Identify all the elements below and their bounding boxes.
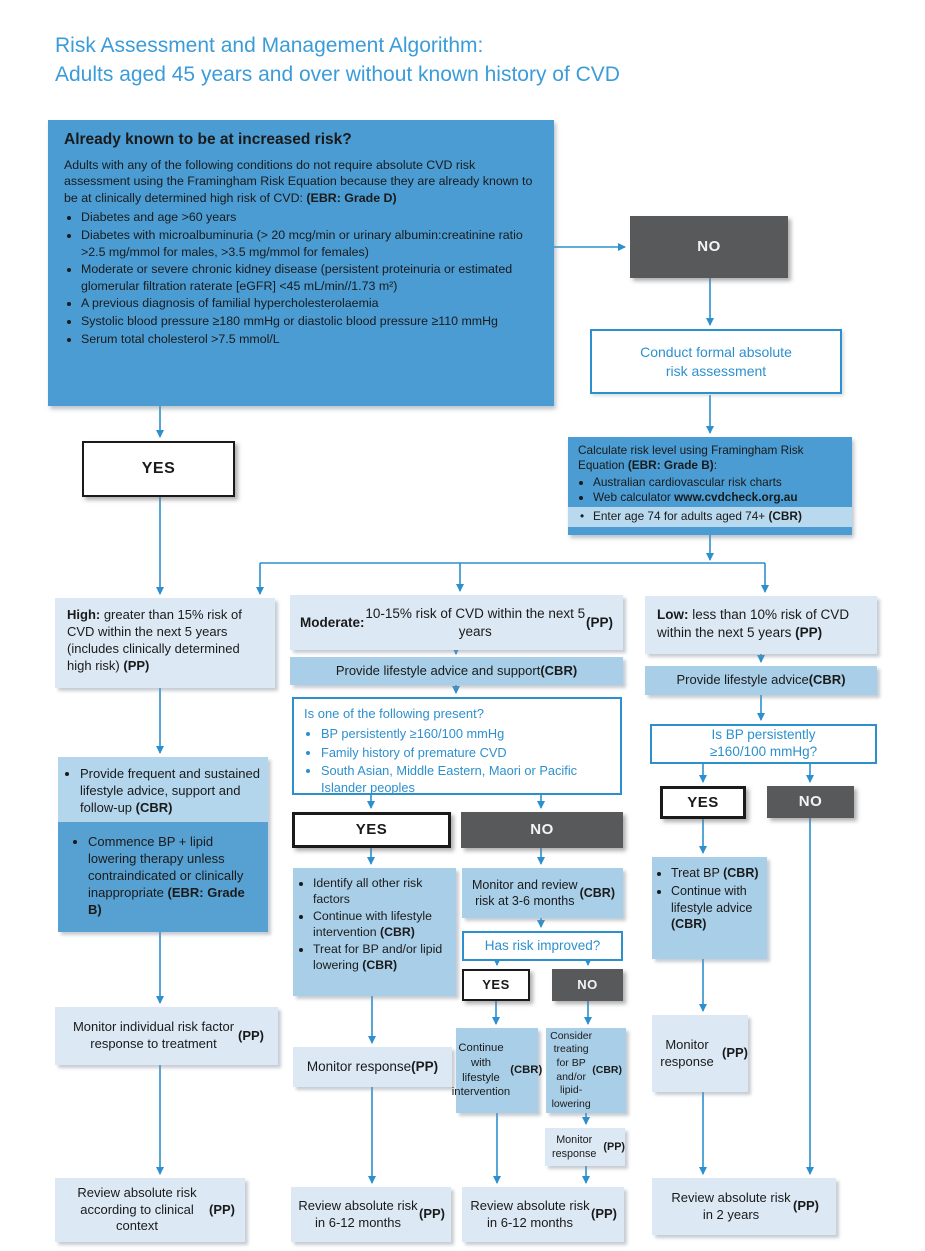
page-title-line2: Adults aged 45 years and over without known history of CVD [55, 63, 620, 86]
present-bullet: • South Asian, Middle Eastern, Maori or Pacific Islander peoples [321, 763, 610, 796]
monitor-response-box-moderate: Monitor response (PP) [293, 1047, 452, 1087]
intro-bullet: • A previous diagnosis of familial hypercholesterolaemia [81, 295, 538, 312]
consider-treating-box: Consider treating for BP and/or lipid-lowering (CBR) [546, 1028, 626, 1113]
page-title [55, 31, 620, 89]
calculate-lead: Calculate risk level using Framingham Risk Equation (EBR: Grade B): [578, 443, 804, 473]
monitor-response-box-low: Monitor response (PP) [652, 1015, 748, 1092]
review-2-years-box: Review absolute risk in 2 years (PP) [652, 1178, 836, 1235]
calculate-bullet: • Web calculator www.cvdcheck.org.au [593, 490, 842, 505]
low-risk-header-box: Low: less than 10% risk of CVD within the next 5 years (PP) [645, 596, 877, 654]
continue-lifestyle-box: Continue with lifestyle intervention (CBR) [456, 1028, 538, 1113]
intro-bullet: • Diabetes and age >60 years [81, 209, 538, 226]
present-question-box [292, 697, 622, 795]
high-therapy-bullet: • Commence BP + lipid lowering therapy unless contraindicated or clinically inappropriate (EBR: Grade B) [88, 834, 260, 918]
intro-bullet: • Diabetes with microalbuminuria (> 20 mcg/min or urinary albumin:creatinine ratio >2.5 mg/mmol for males, >3.5 mg/mmol for females) [81, 227, 538, 260]
identify-bullet: • Treat for BP and/or lipid lowering (CBR) [313, 942, 452, 974]
high-lifestyle-bullet: • Provide frequent and sustained lifestyle advice, support and follow-up (CBR) [80, 766, 260, 817]
calculate-bullet-list [578, 475, 842, 505]
calculate-bullet: • Australian cardiovascular risk charts [593, 475, 842, 490]
identify-bullet-list [297, 876, 452, 974]
high-lifestyle-section [58, 757, 268, 822]
treat-bullet: • Continue with lifestyle advice (CBR) [671, 883, 759, 932]
lifestyle-advice-box: Provide lifestyle advice (CBR) [645, 666, 877, 695]
present-bullet-list [304, 726, 610, 797]
yes-box-low: YES [660, 786, 746, 819]
intro-bullet: • Serum total cholesterol >7.5 mmol/L [81, 331, 538, 348]
intro-bullet-list [64, 209, 538, 347]
bp-question-box: Is BP persistently ≥160/100 mmHg? [650, 724, 877, 764]
yes-box-improved: YES [462, 969, 530, 1001]
treat-bp-box [652, 857, 767, 959]
lifestyle-advice-support-box: Provide lifestyle advice and support (CBR) [290, 657, 623, 685]
present-bullet: • BP persistently ≥160/100 mmHg [321, 726, 610, 743]
high-therapy-list [72, 834, 260, 918]
identify-risk-factors-box [293, 868, 456, 996]
high-treatment-box [58, 757, 268, 932]
no-box-top: NO [630, 216, 788, 278]
no-box-moderate: NO [461, 812, 623, 848]
intro-box [48, 120, 554, 406]
intro-bullet: • Moderate or severe chronic kidney disease (persistent proteinuria or estimated glomerular filtration raterate [eGFR] <45 mL/min//1.73 m²) [81, 261, 538, 294]
high-therapy-section [58, 822, 268, 932]
monitor-response-small-box: Monitor response (PP) [545, 1128, 625, 1166]
review-clinical-context-box: Review absolute risk according to clinical context (PP) [55, 1178, 245, 1242]
review-6-12-months-box-1: Review absolute risk in 6-12 months (PP) [291, 1187, 451, 1242]
page-title-line1: Risk Assessment and Management Algorithm: [55, 34, 484, 57]
monitor-review-box: Monitor and review risk at 3-6 months (CBR) [462, 868, 623, 918]
no-box-low: NO [767, 786, 854, 818]
no-box-improved: NO [552, 969, 623, 1001]
intro-heading: Already known to be at increased risk? [64, 131, 352, 148]
present-bullet: • Family history of premature CVD [321, 745, 610, 762]
conduct-assessment-box: Conduct formal absolute risk assessment [590, 329, 842, 394]
review-6-12-months-box-2: Review absolute risk in 6-12 months (PP) [462, 1187, 624, 1242]
moderate-risk-header-box: Moderate: 10-15% risk of CVD within the next 5 years (PP) [290, 595, 623, 650]
calculate-risk-box [568, 437, 852, 535]
has-risk-improved-box: Has risk improved? [462, 931, 623, 961]
identify-bullet: • Continue with lifestyle intervention (CBR) [313, 909, 452, 941]
treat-bullet: • Treat BP (CBR) [671, 865, 759, 881]
monitor-individual-box: Monitor individual risk factor response to treatment (PP) [55, 1007, 278, 1065]
yes-box-main: YES [82, 441, 235, 497]
present-question: Is one of the following present? [304, 706, 484, 721]
yes-box-moderate: YES [292, 812, 451, 848]
identify-bullet: • Identify all other risk factors [313, 876, 452, 908]
intro-body: Adults with any of the following conditions do not require absolute CVD risk assessment using the Framingham Risk Equation because they are already known to be at clinically determined high risk of CVD: (EBR: Grade D) [64, 157, 533, 205]
high-risk-header-box: High: greater than 15% risk of CVD within the next 5 years (includes clinically determined high risk) (PP) [55, 598, 275, 688]
high-lifestyle-list [64, 766, 260, 817]
treat-bullet-list [657, 865, 759, 932]
calculate-highlight-row: • Enter age 74 for adults aged 74+ (CBR) [568, 507, 852, 527]
intro-bullet: • Systolic blood pressure ≥180 mmHg or diastolic blood pressure ≥110 mmHg [81, 313, 538, 330]
